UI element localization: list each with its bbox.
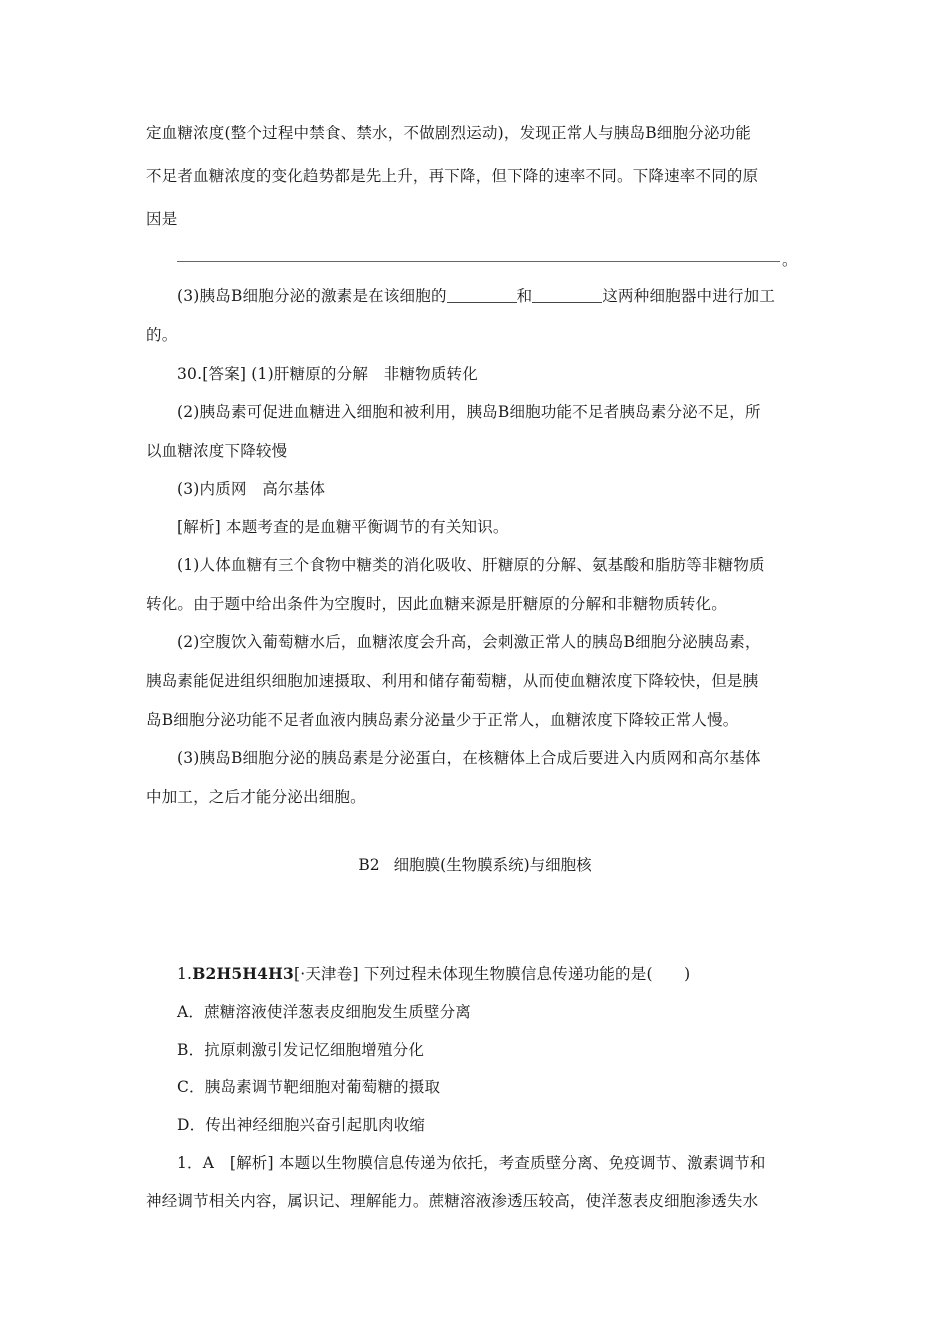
answer-line: 神经调节相关内容，属识记、理解能力。蔗糖溶液渗透压较高，使洋葱表皮细胞渗透失水 [146,1192,759,1210]
text-line: 的。 [146,326,178,344]
text-line: (2)空腹饮入葡萄糖水后，血糖浓度会升高，会刺激正常人的胰岛B细胞分泌胰岛素， [177,633,761,651]
text-line: (3)内质网 高尔基体 [177,480,326,498]
text-line: 转化。由于题中给出条件为空腹时，因此血糖来源是肝糖原的分解和非糖物质转化。 [146,595,727,613]
answer-blank-line [177,261,780,262]
text-line: 岛B细胞分泌功能不足者血液内胰岛素分泌量少于正常人，血糖浓度下降较正常人慢。 [146,711,739,729]
q3-text-2: 这两种细胞器中进行加工 [602,287,776,305]
option-c: C．胰岛素调节靶细胞对葡萄糖的摄取 [177,1078,441,1096]
fill-blank-2 [532,288,602,303]
text-line: (3)胰岛B细胞分泌的胰岛素是分泌蛋白，在核糖体上合成后要进入内质网和高尔基体 [177,749,761,767]
section-heading [0,853,950,875]
text-line: (2)胰岛素可促进血糖进入细胞和被利用，胰岛B细胞功能不足者胰岛素分泌不足，所 [177,403,761,421]
text-line: 因是 [146,210,178,228]
analysis-heading: [解析] 本题考查的是血糖平衡调节的有关知识。 [177,518,509,536]
question-text: 下列过程未体现生物膜信息传递功能的是( ) [358,965,691,983]
fill-blank-1 [447,288,517,303]
option-a: A．蔗糖溶液使洋葱表皮细胞发生质壁分离 [177,1003,471,1021]
answer-line: 1．A [解析] 本题以生物膜信息传递为依托，考查质壁分离、免疫调节、激素调节和 [177,1154,766,1172]
question-stem [177,964,690,984]
answer-heading: 30.[答案] (1)肝糖原的分解 非糖物质转化 [177,365,478,383]
text-line: 胰岛素能促进组织细胞加速摄取、利用和储存葡萄糖，从而使血糖浓度下降较快，但是胰 [146,672,759,690]
q3-text: (3)胰岛B细胞分泌的激素是在该细胞的 [177,287,447,305]
text-line: 定血糖浓度(整个过程中禁食、禁水，不做剧烈运动)，发现正常人与胰岛B细胞分泌功能 [146,124,751,142]
text-line: 不足者血糖浓度的变化趋势都是先上升，再下降，但下降的速率不同。下降速率不同的原 [146,167,759,185]
question-tag: B2H5H4H3 [192,964,294,983]
q3-and: 和 [516,287,533,305]
question-source: [·天津卷] [293,965,359,983]
option-b: B．抗原刺激引发记忆细胞增殖分化 [177,1041,425,1059]
section-title: 细胞膜(生物膜系统)与细胞核 [393,856,592,874]
question-number: 1. [177,965,193,983]
section-code: B2 [358,856,380,874]
text-line: (1)人体血糖有三个食物中糖类的消化吸收、肝糖原的分解、氨基酸和脂肪等非糖物质 [177,556,765,574]
text-line: 中加工，之后才能分泌出细胞。 [146,788,366,806]
question-3-line [177,286,775,306]
blank-period: 。 [782,251,798,269]
option-d: D．传出神经细胞兴奋引起肌肉收缩 [177,1116,426,1134]
text-line: 以血糖浓度下降较慢 [146,442,288,460]
